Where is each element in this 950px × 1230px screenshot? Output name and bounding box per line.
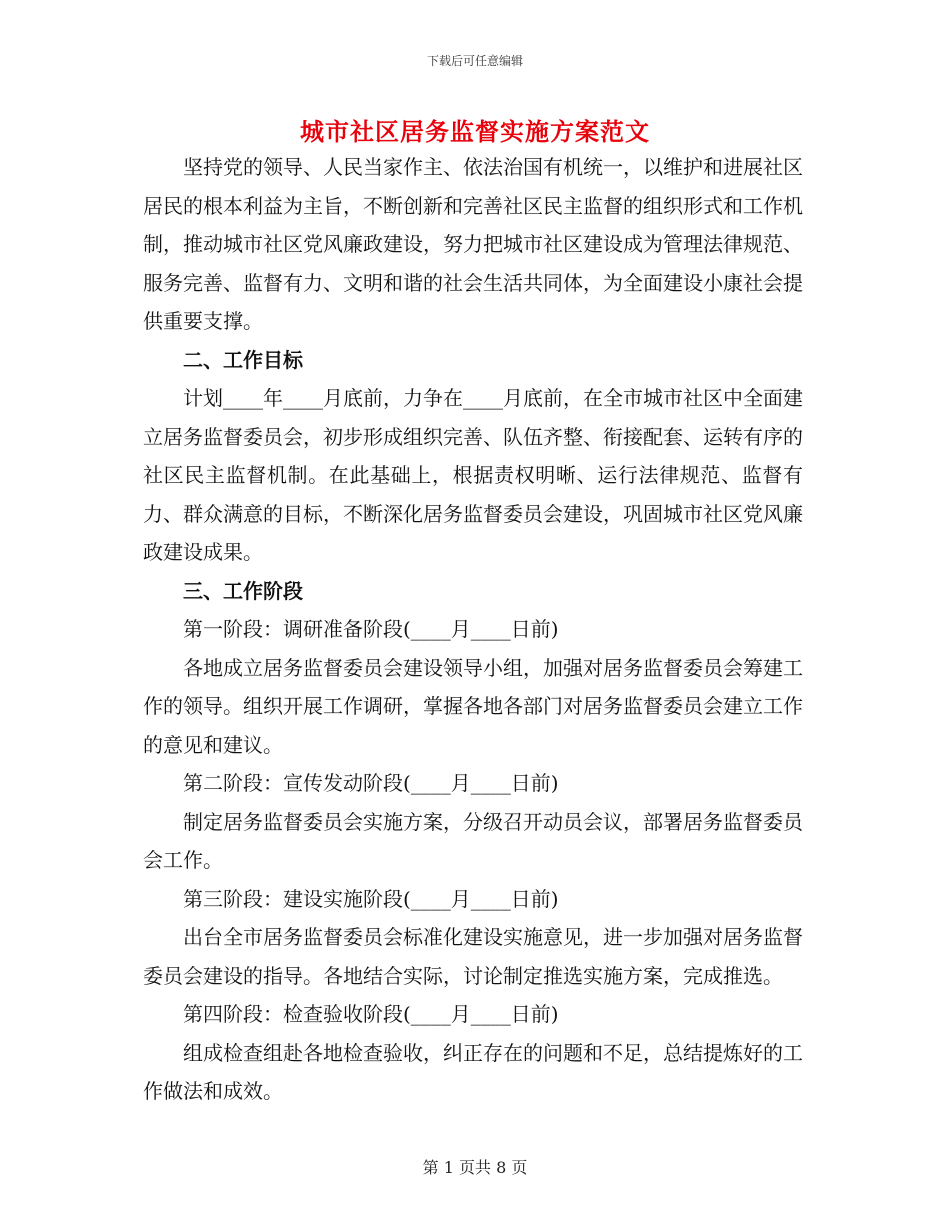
page-footer: 第 1 页共 8 页: [422, 1158, 528, 1177]
stage-3-paragraph: 出台全市居务监督委员会标准化建设实施意见，进一步加强对居务监督委员会建设的指导。各地结合实际，讨论制定推选实施方案，完成推选。: [143, 925, 803, 988]
stage-4-paragraph: 组成检查组赴各地检查验收，纠正存在的问题和不足，总结提炼好的工作做法和成效。: [143, 1040, 803, 1103]
page-header: 下载后可任意编辑: [426, 54, 523, 68]
goals-paragraph: 计划____年____月底前，力争在____月底前，在全市城市社区中全面建立居务监督委员会，初步形成组织完善、队伍齐整、衔接配套、运转有序的社区民主监督机制。在此基础上，根据责权明晰、运行法律规范、监督有力、群众满意的目标，不断深化居务监督委员会建设，巩固城市社区党风廉政建设成果。: [143, 386, 803, 564]
stage-3-heading: 第三阶段：建设实施阶段(____月____日前): [183, 886, 559, 911]
stage-4-heading: 第四阶段：检查验收阶段(____月____日前): [183, 1002, 559, 1026]
document-title: 城市社区居务监督实施方案范文: [300, 117, 650, 146]
section-heading-stages: 三、工作阶段: [183, 578, 303, 603]
stage-1-heading: 第一阶段：调研准备阶段(____月____日前): [183, 617, 559, 641]
intro-paragraph: 坚持党的领导、人民当家作主、依法治国有机统一，以维护和进展社区居民的根本利益为主旨，不断创新和完善社区民主监督的组织形式和工作机制，推动城市社区党风廉政建设，努力把城市社区建设成为管理法律规范、服务完善、监督有力、文明和谐的社会生活共同体，为全面建设小康社会提供重要支撑。: [143, 155, 803, 333]
section-heading-goals: 二、工作目标: [183, 347, 303, 372]
document-body: [143, 148, 803, 1111]
stage-1-paragraph: 各地成立居务监督委员会建设领导小组，加强对居务监督委员会筹建工作的领导。组织开展工作调研，掌握各地各部门对居务监督委员会建立工作的意见和建议。: [143, 655, 803, 757]
stage-2-heading: 第二阶段：宣传发动阶段(____月____日前): [183, 771, 559, 795]
stage-2-paragraph: 制定居务监督委员会实施方案，分级召开动员会议，部署居务监督委员会工作。: [143, 809, 803, 872]
